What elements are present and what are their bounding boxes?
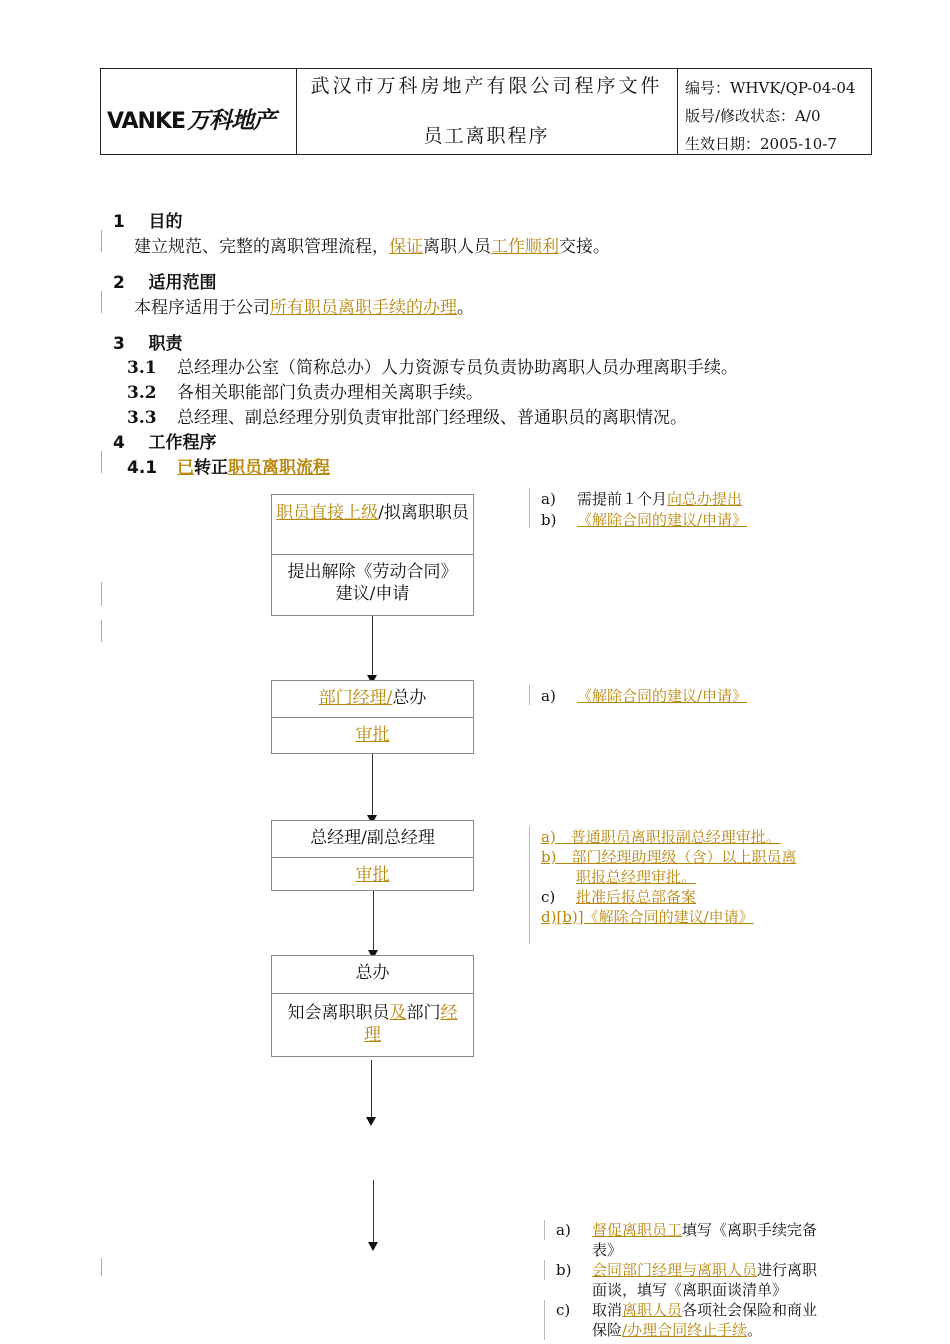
note-change-bar [544, 1260, 545, 1280]
section-2-text: 本程序适用于公司所有职员离职手续的办理。 [134, 298, 474, 318]
note-change-bar [529, 488, 530, 528]
flow-arrow [372, 616, 373, 676]
note-change-bar [529, 685, 530, 705]
section-1-heading: 1 目的 [113, 212, 183, 232]
note-change-bar [529, 826, 530, 944]
flow-arrow [373, 891, 374, 951]
document-header-table [100, 68, 872, 155]
note-3b-cont: 职报总经理审批。 [576, 868, 697, 886]
logo-cell [101, 69, 297, 154]
flow-step-4-box [271, 955, 474, 1057]
section-3-heading: 3 职责 [113, 334, 183, 354]
vanke-logo: VANKE万科地产 [107, 108, 276, 134]
company-doc-title: 武汉市万科房地产有限公司程序文件 [310, 75, 663, 97]
change-bar [101, 451, 102, 473]
flow-step-4-action: 知会离职职员及部门经理 [287, 1003, 458, 1045]
note-4a: a) 督促离职员工填写《离职手续完备 [556, 1221, 818, 1239]
flow-step-3-action: 审批 [355, 865, 390, 885]
note-4c: c) 取消离职人员各项社会保险和商业 [556, 1301, 818, 1319]
flow-step-1-role: 职员直接上级/拟离职职员 [272, 495, 473, 555]
flow-arrow [373, 1180, 374, 1242]
arrow-head-icon [366, 1117, 376, 1126]
flow-step-1-box [271, 494, 474, 616]
change-bar [101, 291, 102, 313]
note-1b: b) 《解除合同的建议/申请》 [541, 511, 748, 529]
note-change-bar [544, 1300, 545, 1340]
change-bar [101, 1258, 102, 1276]
subsection-4-1-heading: 4.1 已转正职员离职流程 [127, 458, 330, 478]
doc-number: 编号：WHVK/QP-04-04 [685, 79, 856, 97]
flow-step-2-role: 部门经理/总办 [272, 681, 473, 718]
change-bar [101, 582, 102, 606]
note-4a-cont: 表》 [592, 1241, 623, 1259]
flow-step-3-role: 总经理/副总经理 [272, 821, 473, 858]
flow-step-3-box [271, 820, 474, 891]
note-3c: c) 批准后报总部备案 [541, 888, 697, 906]
note-1a: a) 需提前１个月向总办提出 [541, 490, 743, 508]
doc-title: 员工离职程序 [423, 125, 550, 147]
duty-item: 3.1 总经理办公室（简称总办）人力资源专员负责协助离职人员办理离职手续。 [127, 358, 738, 378]
note-3a: a) 普通职员离职报副总经理审批。 [541, 828, 781, 846]
note-4c-cont: 保险/办理合同终止手续。 [592, 1321, 763, 1339]
flow-step-4-role: 总办 [272, 956, 473, 994]
note-2a: a) 《解除合同的建议/申请》 [541, 687, 748, 705]
meta-cell [677, 69, 871, 154]
section-2-heading: 2 适用范围 [113, 273, 217, 293]
section-4-heading: 4 工作程序 [113, 433, 217, 453]
flow-arrow [371, 1060, 372, 1118]
note-4b-cont: 面谈，填写《离职面谈清单》 [592, 1281, 788, 1299]
note-3b: b) 部门经理助理级（含）以上职员离 [541, 848, 797, 866]
title-cell [296, 69, 678, 154]
change-bar [101, 620, 102, 642]
doc-version: 版号/修改状态：A/0 [685, 107, 821, 125]
duty-item: 3.2 各相关职能部门负责办理相关离职手续。 [127, 383, 483, 403]
duty-item: 3.3 总经理、副总经理分别负责审批部门经理级、普通职员的离职情况。 [127, 408, 687, 428]
flow-arrow [372, 754, 373, 816]
note-change-bar [544, 1220, 545, 1240]
note-3d: d)[b)]《解除合同的建议/申请》 [541, 908, 754, 926]
flow-step-2-action: 审批 [355, 725, 390, 745]
note-4b: b) 会同部门经理与离职人员进行离职 [556, 1261, 818, 1279]
doc-effective-date: 生效日期：2005-10-7 [685, 135, 837, 153]
flow-step-1-action: 提出解除《劳动合同》建议/申请 [287, 562, 458, 604]
change-bar [101, 230, 102, 252]
arrow-head-icon [368, 1242, 378, 1251]
section-1-text: 建立规范、完整的离职管理流程，保证离职人员工作顺利交接。 [134, 237, 610, 257]
flow-step-2-box [271, 680, 474, 754]
